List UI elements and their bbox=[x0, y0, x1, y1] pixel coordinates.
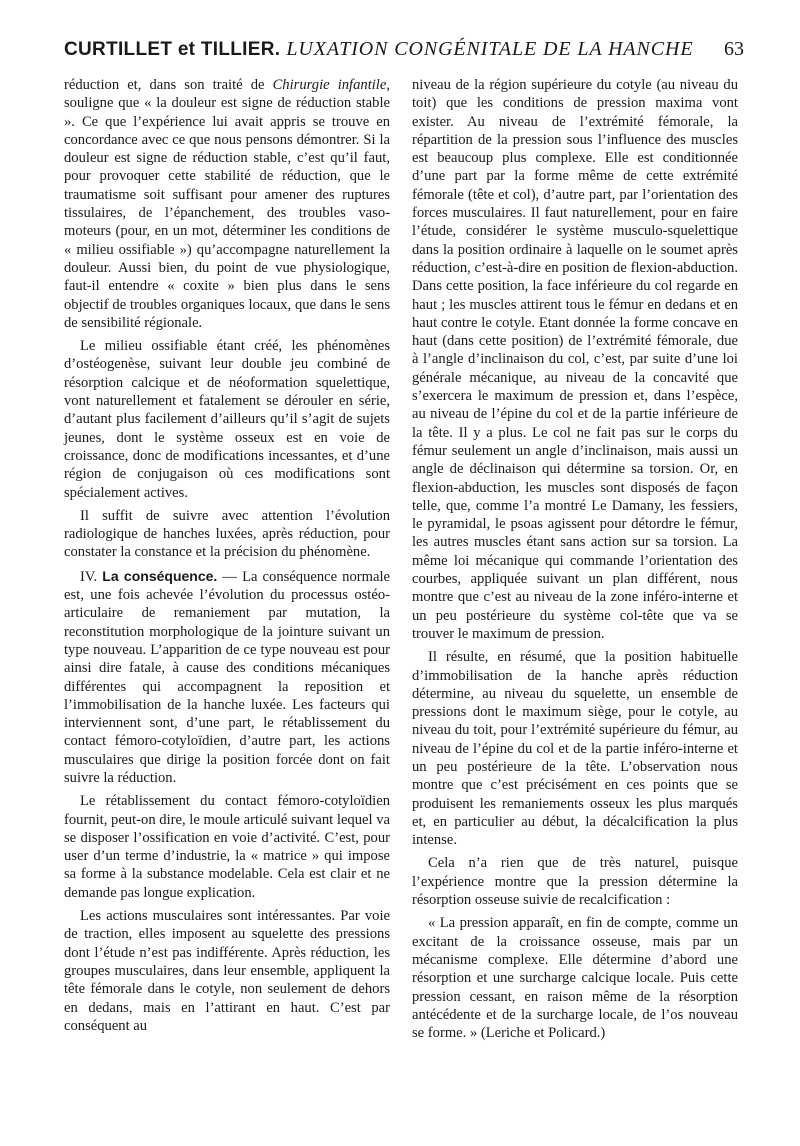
left-column bbox=[64, 76, 390, 1040]
paragraph: Cela n’a rien que de très naturel, puisque l’expérience montre que la pression détermine la résorption osseuse suivie de recalcification : bbox=[412, 855, 738, 909]
section-paragraph bbox=[64, 567, 390, 788]
text-run: , souligne que « la douleur est signe de réduction stable ». Ce que l’expérience lui avait appris se trouve en concordance avec ce que nous pensons démontrer. Si la douleur est signe de réduction stable, c’est qu’il faut, pour provoquer cette stabilité de réduction, que le traumatisme soit suffisant pour amener des ruptures tissulaires, de l’épanchement, des troubles vaso-moteurs (pour, en un mot, déterminer les conditions de « milieu ossifiable ») qu’accompagne naturellement la douleur. Aussi bien, du point de vue physiologique, faut-il entendre « coxite » bien plus dans le sens objectif de troubles organiques locaux, que dans le sens de sensibilité régionale. bbox=[64, 77, 390, 331]
book-title-italic: Chirurgie infantile bbox=[272, 77, 387, 93]
paragraph-continued bbox=[64, 76, 390, 332]
page-number: 63 bbox=[724, 38, 744, 60]
header-authors: CURTILLET et TILLIER. bbox=[64, 39, 281, 60]
header-title: LUXATION CONGÉNITALE DE LA HANCHE bbox=[286, 38, 694, 60]
paragraph: Les actions musculaires sont intéressantes. Par voie de traction, elles imposent au squelette des pressions dont l’étude n’est pas indifférente. Après réduction, les groupes musculaires, dans leur ensemble, appliquent la tête fémorale dans le cotyle, non seulement de dehors en dedans, mais en l’attirant en haut. C’est par conséquent au bbox=[64, 908, 390, 1034]
quotation-paragraph: « La pression apparaît, en fin de compte, comme un excitant de la croissance osseuse, mais par un mécanisme complexe. Elle détermine d’abord une résorption et une surcharge calcique locale. Puis cette pression cessant, en raison même de la résorption antécédente et de la surcharge locale, de l’os nouveau se forme. » (Leriche et Policard.) bbox=[412, 915, 738, 1042]
paragraph: Il suffit de suivre avec attention l’évolution radiologique de hanches luxées, après réduction, pour constater la constance et la précision du phénomène. bbox=[64, 507, 390, 561]
paragraph: Le milieu ossifiable étant créé, les phénomènes d’ostéogenèse, suivant leur double jeu combiné de résorption calcique et de néoformation squelettique, vont naturellement et fatalement se dérouler en série, d’autant plus facilement d’ailleurs qu’il s’agit de sujets jeunes, dont le système osseux est en voie de croissance, donc de modifications incessantes, et d’une région de conjugaison où ces modifications sont spécialement actives. bbox=[64, 338, 390, 501]
right-column bbox=[412, 76, 738, 1047]
paragraph-continued: niveau de la région supérieure du cotyle (au niveau du toit) que les conditions de pression maxima vont exister. Au niveau de l’extrémité fémorale, la répartition de la pression sous l’influence des muscles est beaucoup plus complexe. Elle est conditionnée d’une part par la forme même de cette extrémité fémorale (tête et col), d’autre part, par l’orientation des forces musculaires. Il faut naturellement, pour en faire l’étude, considérer le système musculo-squelettique dans la position ordinaire à laquelle on le soumet après réduction, c’est-à-dire en position de flexion-abduction. Dans cette position, la face inférieure du col regarde en haut ; les muscles attirent tous le fémur en dedans et en haut contre le cotyle. Etant donnée la forme concave en haut (dans cette position) de l’extrémité fémorale, due à l’angle d’inclinaison du col, c’est, par suite d’une loi générale mécanique, au niveau de la concavité que s’exercera le maximum de pression et, dans l’espèce, au niveau de l’épine du col et de la partie inférieure de la tête. Il y a plus. Le col ne fait pas sur le corps du fémur seulement un angle d’inclinaison, mais aussi un angle de déclinaison qui détermine sa torsion. Or, en flexion-abduction, les muscles sont disposés de façon telle, que, comme l’a montré Le Damany, les fessiers, le pyramidal, le psoas agissent pour détordre le fémur, les autres muscles étant sans action sur sa torsion. La même loi mécanique qui commande l’orientation des courbes, appliquée suivant un plan différent, nous montre que c’est au niveau de la zone inféro-interne et un peu postérieure du système col-tête que va se trouver le maximum de pression. bbox=[412, 77, 738, 642]
running-header bbox=[64, 38, 744, 68]
paragraph: Le rétablissement du contact fémoro-cotyloïdien fournit, peut-on dire, le moule articulé suivant lequel va se disposer l’ossification en voie d’activité. C’est, pour user d’un terme d’industrie, la « matrice » qui impose sa forme à la substance modelable. Cela est clair et ne demande pas longue explication. bbox=[64, 793, 390, 901]
paragraph: Il résulte, en résumé, que la position habituelle d’immobilisation de la hanche après réduction détermine, au niveau du squelette, un ensemble de pressions dont le maximum siège, pour le cotyle, au niveau du toit, pour l’extrémité supérieure du fémur, au niveau de l’épine du col et de la partie inféro-interne et un peu postérieure de la tête. L’observation nous montre que c’est précisément en ces points que se produisent les remaniements osseux les plus marqués et, en particulier au début, la décalcification la plus intense. bbox=[412, 649, 738, 849]
text-run: réduction et, dans son traité de bbox=[64, 77, 273, 93]
section-number: IV. bbox=[80, 568, 103, 585]
section-heading: La conséquence. bbox=[102, 567, 218, 584]
text-run: — La conséquence normale est, une fois achevée l’évolution du processus ostéo-articulaire de remaniement par mutation, la reconstitution morphologique de la jointure suivant un type nouveau. L’apparition de ce type nouveau est pour ainsi dire fatale, à cause des conditions mécaniques différentes qui accompagnent la reposition et l’immobilisation de la hanche luxée. Les facteurs qui interviennent sont, d’une part, le rétablissement du contact fémoro-cotyloïdien, d’autre part, les actions musculaires que dirige la position forcée dont on fait suivre la réduction. bbox=[64, 568, 390, 786]
